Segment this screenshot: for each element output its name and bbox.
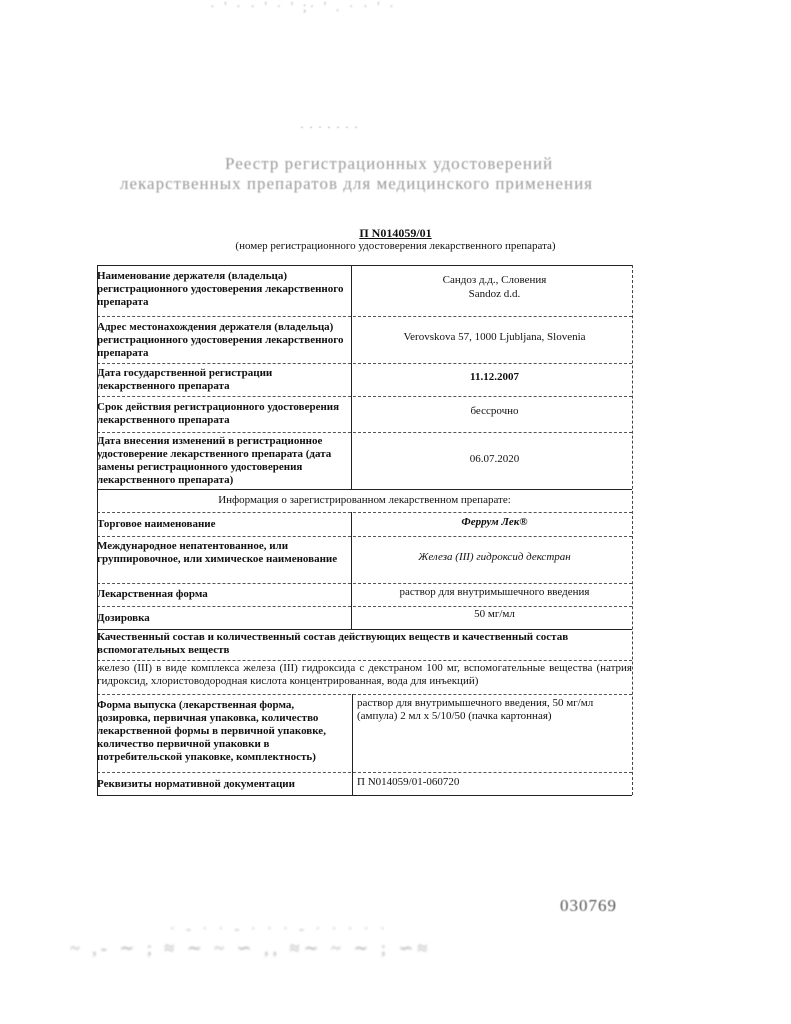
change-date-value: 06.07.2020 xyxy=(469,453,520,465)
row-divider xyxy=(97,629,632,630)
row-divider xyxy=(97,660,632,661)
row-divider xyxy=(97,772,632,773)
holder-name-row xyxy=(97,268,632,316)
row-divider xyxy=(97,583,632,584)
row-divider xyxy=(97,536,632,537)
table-top-border xyxy=(97,265,632,266)
release-form-label: Форма выпуска (лекарственная форма, дозировка, первичная упаковка, количество лекарственной формы в первичной упаковке, количество первичной упаковки в потребительской упаковке, комплектность) xyxy=(97,699,326,763)
table-right-border xyxy=(632,265,633,795)
holder-address-row xyxy=(97,319,632,363)
row-divider xyxy=(97,512,632,513)
dosage-form-row xyxy=(97,586,632,606)
registration-date-value: 11.12.2007 xyxy=(470,371,519,383)
dosage-form-value: раствор для внутримышечного введения xyxy=(399,586,590,598)
release-form-row xyxy=(97,697,632,773)
change-date-label: Дата внесения изменений в регистрационное удостоверение лекарственного препарата (дата замены регистрационного удостоверения лекарственного препарата) xyxy=(97,435,332,486)
table-bottom-border xyxy=(97,795,632,796)
holder-address-value: Verovskova 57, 1000 Ljubljana, Slovenia xyxy=(403,331,586,343)
composition-label: Качественный состав и количественный состав действующих веществ и качественный состав вспомогательных веществ xyxy=(97,631,569,656)
dosage-label: Дозировка xyxy=(97,612,150,624)
info-heading: Информация о зарегистрированном лекарственном препарате: xyxy=(218,494,511,506)
registration-number: П N014059/01 xyxy=(359,226,432,240)
table-section-border xyxy=(97,489,632,490)
trade-name-row xyxy=(97,516,632,536)
dosage-row xyxy=(97,608,632,628)
faded-signature-scribble: ~ ,- ∼ ; ≈ ∼ ~ ∽ ,, ≈∼ ~ ∼ ; ∽≈ xyxy=(70,938,432,958)
release-form-value: раствор для внутримышечного введения, 50 мг/мл (ампула) 2 мл х 5/10/50 (пачка картонная) xyxy=(357,697,594,722)
composition-heading-row xyxy=(97,631,632,661)
row-divider xyxy=(97,396,632,397)
normdoc-value: П N014059/01-060720 xyxy=(357,776,460,788)
holder-name-value-line2: Sandoz d.d. xyxy=(468,288,521,300)
table-left-border xyxy=(97,265,98,795)
row-divider xyxy=(97,606,632,607)
validity-row xyxy=(97,400,632,432)
inn-label: Международное непатентованное, или группировочное, или химическое наименование xyxy=(97,540,338,565)
faded-title-line2: лекарственных препаратов для медицинского применения xyxy=(120,174,593,193)
faded-top-noise: · ' · · ' · ' ;· ' . · · ' · xyxy=(210,0,397,15)
validity-label: Срок действия регистрационного удостоверения лекарственного препарата xyxy=(97,401,340,426)
dosage-value: 50 мг/мл xyxy=(474,608,515,620)
change-date-row xyxy=(97,435,632,489)
info-heading-row xyxy=(97,494,632,510)
row-divider xyxy=(97,694,632,695)
row-divider xyxy=(97,316,632,317)
trade-name-value: Феррум Лек® xyxy=(461,516,528,528)
registration-number-caption: (номер регистрационного удостоверения лекарственного препарата) xyxy=(235,240,556,252)
faded-bottom-line: · - · · - · · · - · · · · · xyxy=(170,922,389,937)
faded-stamp-mark: · · · · · · · xyxy=(300,120,359,134)
row-divider xyxy=(97,363,632,364)
faded-title-line1: Реестр регистрационных удостоверений xyxy=(225,154,554,173)
holder-name-label: Наименование держателя (владельца) регистрационного удостоверения лекарственного препарата xyxy=(97,270,344,308)
registration-date-row xyxy=(97,366,632,396)
inn-value: Железа (III) гидроксид декстран xyxy=(418,551,571,563)
row-divider xyxy=(97,432,632,433)
stamp-number: 030769 xyxy=(560,896,617,915)
normdoc-row xyxy=(97,775,632,795)
composition-value: железо (III) в виде комплекса железа (III) гидроксида с декстраном 100 мг, вспомогательные вещества (натрия гидроксид, хлористоводородная кислота концентрированная, вода для инъекций) xyxy=(97,662,632,687)
trade-name-label: Торговое наименование xyxy=(97,518,216,530)
holder-name-value-line1: Сандоз д.д., Словения xyxy=(442,274,547,286)
dosage-form-label: Лекарственная форма xyxy=(97,588,208,600)
inn-row xyxy=(97,539,632,583)
holder-address-label: Адрес местонахождения держателя (владельца) регистрационного удостоверения лекарственного препарата xyxy=(97,321,344,359)
normdoc-label: Реквизиты нормативной документации xyxy=(97,778,295,790)
composition-value-row xyxy=(97,662,632,694)
validity-value: бессрочно xyxy=(470,405,519,417)
registration-date-label: Дата государственной регистрации лекарственного препарата xyxy=(97,367,273,392)
